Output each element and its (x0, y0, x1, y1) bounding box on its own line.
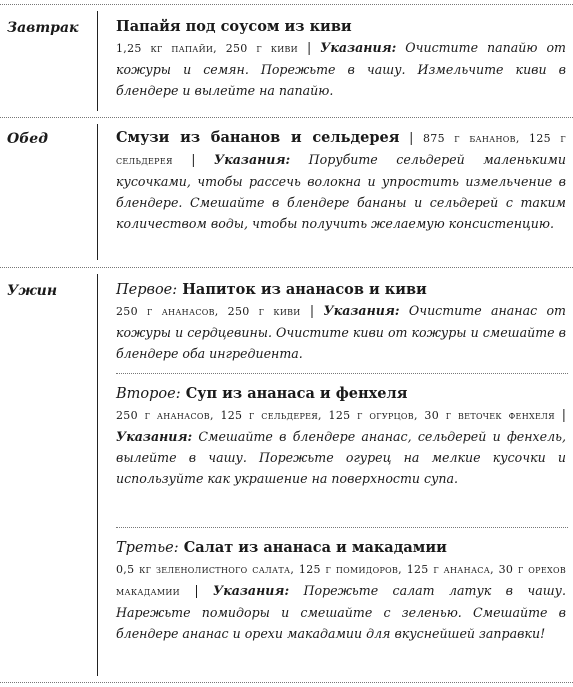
separator: | (309, 303, 315, 318)
ingredients: 250 г ананасов, 125 г сельдерея, 125 г огурцов, 30 г веточек фенхеля (116, 409, 555, 422)
column-rule-lunch (97, 124, 98, 260)
recipe-name: Суп из ананаса и фенхеля (185, 385, 408, 402)
separator: | (191, 152, 196, 167)
instructions: Порежьте салат латук в чашу. Нарежьте помидоры и смешайте с зеленью. Смешайте в блендере ананас и орехи макадамии для вкуснейшей заправки! (116, 583, 566, 641)
instructions-label: Указания: (214, 152, 291, 167)
separator: | (409, 130, 414, 145)
instructions: Очистите ананас от кожуры и сердцевины. Очистите киви от кожуры и смешайте в блендере оба ингредиента. (116, 303, 566, 361)
instructions: Смешайте в блендере ананас, сельдерей и фенхель, вылейте в чашу. Порежьте огурец на мелкие кусочки и используйте как украшение на поверхности супа. (116, 429, 566, 486)
instructions-label: Указания: (212, 583, 290, 598)
dinner-second-recipe (116, 384, 566, 489)
course-prefix: Первое: (116, 282, 178, 298)
instructions-label: Указания: (320, 40, 397, 55)
recipe-title (116, 280, 566, 300)
meal-label-breakfast: Завтрак (7, 20, 79, 36)
recipe-body (116, 300, 566, 364)
recipe-title: Папайя под соусом из киви (116, 18, 352, 35)
course-prefix: Второе: (116, 386, 181, 402)
ingredients: 250 г ананасов, 250 г киви (116, 305, 301, 318)
dinner-first-recipe (116, 280, 566, 364)
instructions-label: Указания: (323, 303, 400, 318)
recipe-body (116, 127, 566, 234)
ingredients: 875 г бананов, 125 г сельдерея (116, 132, 566, 167)
ingredients: 0,5 кг зеленолистного салата, 125 г помидоров, 125 г ананаса, 30 г орехов макадамии (116, 563, 566, 598)
row-separator-bottom (0, 682, 573, 683)
recipe-body (116, 404, 566, 489)
breakfast-recipe (116, 17, 566, 101)
instructions: Очистите папайю от кожуры и семян. Порежьте в чашу. Измельчите киви в блендере и вылейте на папайю. (116, 40, 566, 98)
meal-label-dinner: Ужин (7, 283, 58, 299)
recipe-title: Смузи из бананов и сельдерея (116, 129, 400, 146)
column-rule-breakfast (97, 11, 98, 111)
dinner-third-recipe (116, 538, 566, 644)
separator: | (561, 407, 566, 422)
course-prefix: Третье: (116, 540, 179, 556)
recipe-name: Напиток из ананасов и киви (182, 281, 427, 298)
row-separator-breakfast-lunch (0, 117, 573, 118)
instructions-label: Указания: (116, 429, 193, 444)
recipe-body (116, 558, 566, 644)
ingredients: 1,25 кг папайи, 250 г киви (116, 42, 298, 55)
lunch-recipe (116, 127, 566, 234)
row-separator-lunch-dinner (0, 267, 573, 268)
column-rule-dinner (97, 274, 98, 676)
course-separator-2 (116, 527, 568, 528)
recipe-title (116, 538, 566, 558)
separator: | (194, 583, 199, 598)
recipe-body (116, 37, 566, 101)
separator: | (306, 40, 312, 55)
instructions: Порубите сельдерей маленькими кусочками, чтобы рассечь волокна и упростить измельчение в блендере. Смешайте в блендере бананы и сельдерей с таким количеством воды, чтобы получить желаемую консистенцию. (116, 152, 566, 231)
meal-label-lunch: Обед (7, 131, 48, 147)
recipe-name: Салат из ананаса и макадамии (183, 539, 447, 556)
recipe-title (116, 384, 566, 404)
course-separator-1 (116, 373, 568, 374)
row-separator-top (0, 4, 573, 5)
